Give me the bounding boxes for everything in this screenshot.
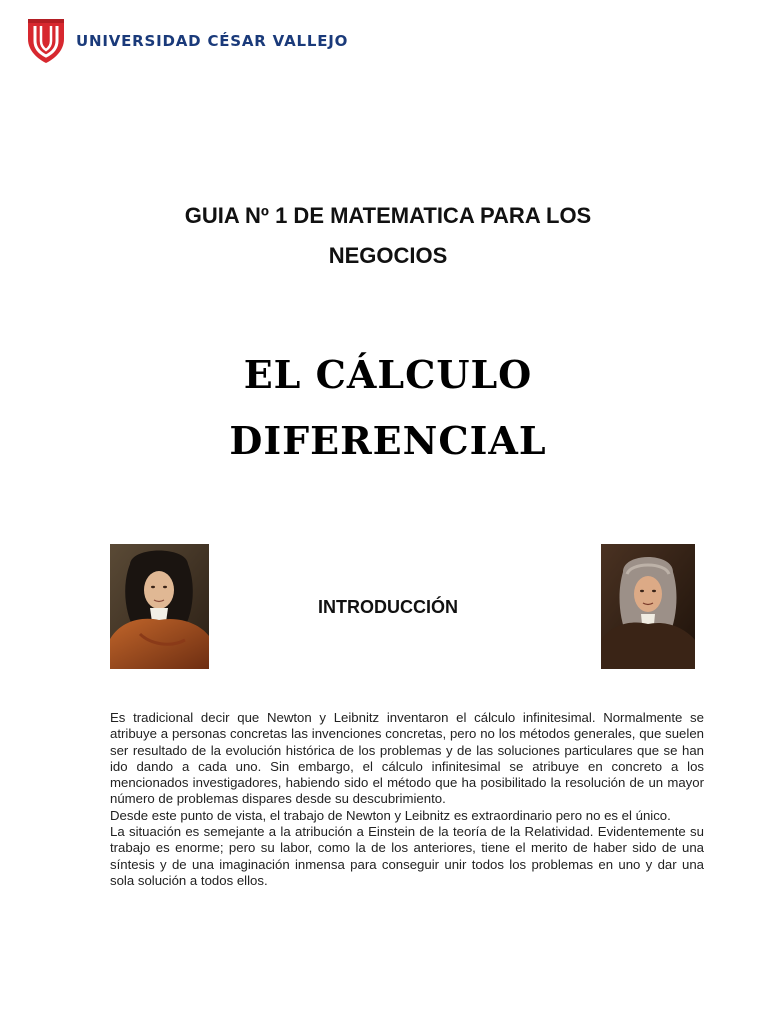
guide-title [120, 196, 656, 276]
newton-portrait-image [601, 544, 695, 669]
guide-title-line-2: NEGOCIOS [328, 243, 448, 268]
main-title-line-2: DIFERENCIAL [229, 418, 547, 463]
paragraph-1: Es tradicional decir que Newton y Leibnitz inventaron el cálculo infinitesimal. Normalmente se atribuye a personas concretas las invenciones concretas, pero no los métodos generales, que suelen ser resultado de la evolución histórica de los problemas y de las soluciones particulares que se han ido dando a cada uno. Sin embargo, el cálculo infinitesimal se atribuye en concreto a los mencionados investigadores, habiendo sido el método que ha posibilitado la resolución de un mayor número de problemas dispares desde su descubrimiento. [110, 710, 704, 807]
leibniz-portrait [110, 544, 209, 669]
introduction-body [110, 710, 704, 889]
main-title [100, 342, 676, 474]
guide-title-line-1: GUIA Nº 1 DE MATEMATICA PARA LOS [184, 203, 592, 228]
main-title-line-1: EL CÁLCULO [243, 352, 533, 397]
newton-portrait [601, 544, 695, 669]
paragraph-3: La situación es semejante a la atribución a Einstein de la teoría de la Relatividad. Evidentemente su trabajo es enorme; pero su labor, como la de los anteriores, tiene el merito de haber sido de una síntesis y de una imaginación inmensa para conseguir unir todos los problemas en uno y dar una sola solución a todos ellos. [110, 824, 704, 888]
university-name: UNIVERSIDAD CÉSAR VALLEJO [76, 32, 349, 50]
leibniz-portrait-image [110, 544, 209, 669]
university-header [26, 16, 348, 66]
paragraph-2: Desde este punto de vista, el trabajo de Newton y Leibnitz es extraordinario pero no es el único. [110, 807, 671, 823]
ucv-logo-icon [26, 17, 66, 65]
intro-heading: INTRODUCCIÓN [318, 597, 458, 617]
